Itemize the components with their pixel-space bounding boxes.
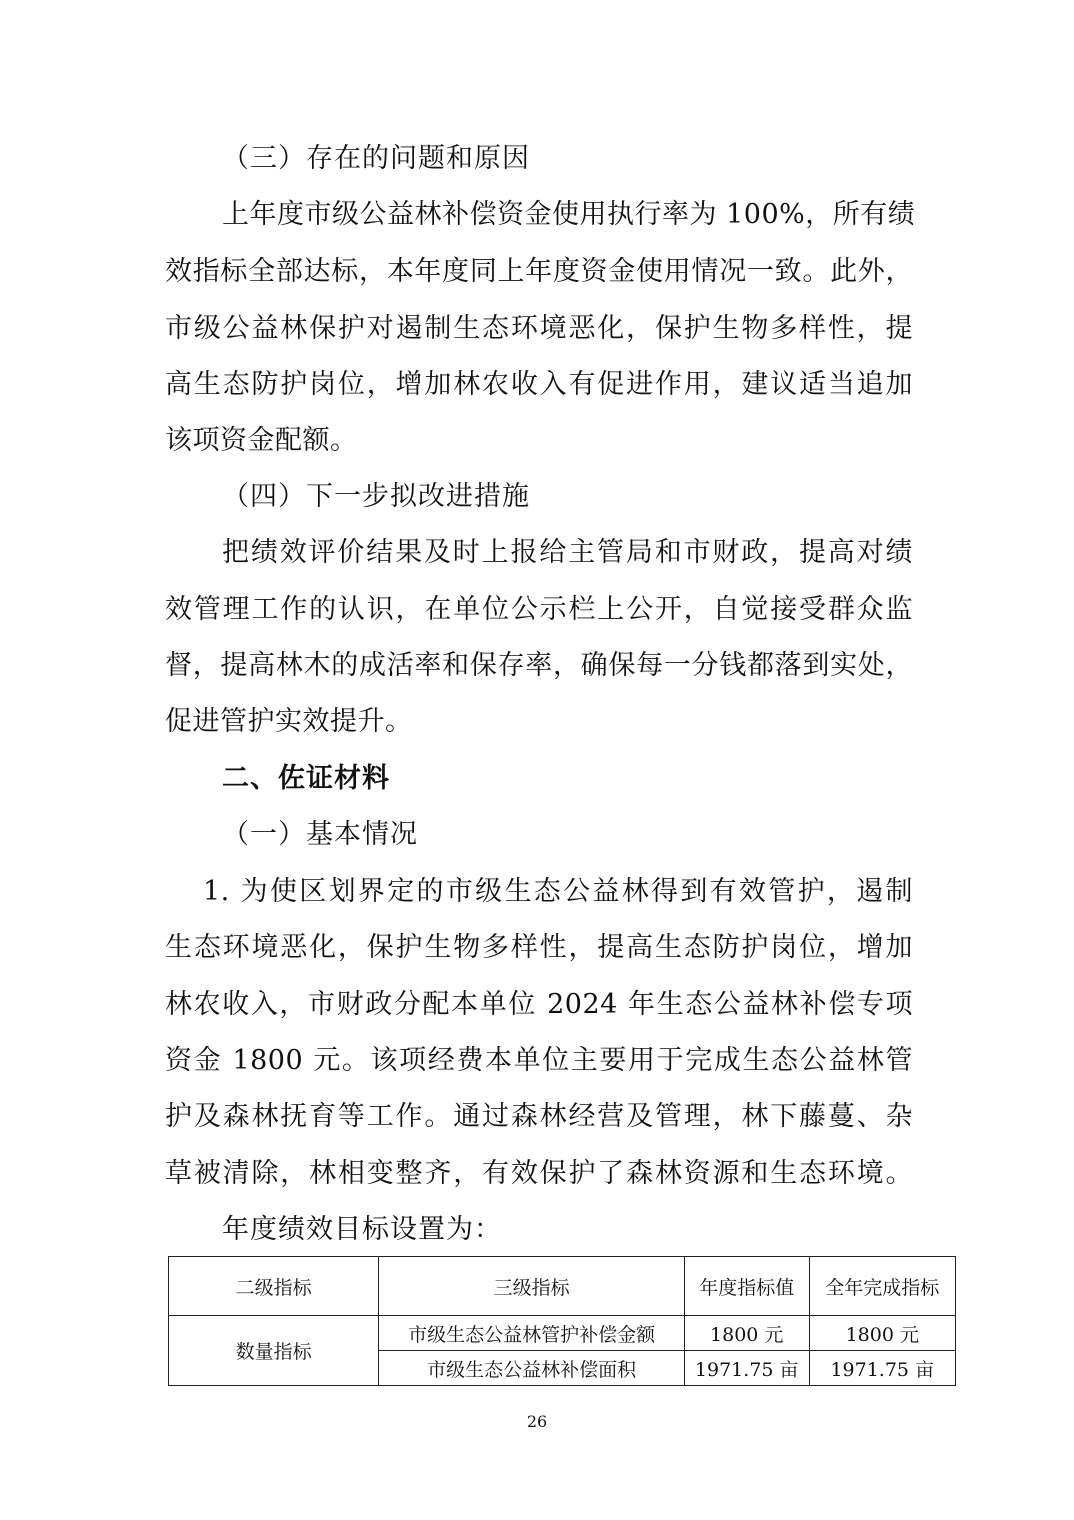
section-heading-problems: （三）存在的问题和原因 (222, 143, 530, 174)
performance-indicator-table (168, 1256, 956, 1386)
paragraph-line: 该项资金配额。 (165, 425, 358, 456)
paragraph-line: 草被清除，林相变整齐，有效保护了森林资源和生态环境。 (165, 1158, 913, 1189)
paragraph-line: 效指标全部达标，本年度同上年度资金使用情况一致。此外， (165, 256, 913, 287)
table-row (169, 1316, 956, 1351)
part-heading-evidence: 二、佐证材料 (222, 763, 390, 794)
paragraph-line: 高生态防护岗位，增加林农收入有促进作用，建议适当追加 (165, 369, 913, 400)
paragraph-line: 市级公益林保护对遏制生态环境恶化，保护生物多样性，提 (165, 313, 913, 344)
table-header-cell: 年度指标值 (684, 1257, 809, 1316)
paragraph-line: 资金 1800 元。该项经费本单位主要用于完成生态公益林管 (165, 1045, 913, 1076)
table-cell: 1800 元 (684, 1316, 809, 1351)
table-cell: 市级生态公益林补偿面积 (379, 1351, 685, 1386)
paragraph-line: 把绩效评价结果及时上报给主管局和市财政，提高对绩 (222, 537, 913, 568)
table-header-cell: 全年完成指标 (809, 1257, 955, 1316)
table-cell: 1971.75 亩 (809, 1351, 955, 1386)
table-header-row (169, 1257, 956, 1316)
section-heading-improvements: （四）下一步拟改进措施 (222, 481, 530, 512)
paragraph-line: 护及森林抚育等工作。通过森林经营及管理，林下藤蔓、杂 (165, 1101, 913, 1132)
paragraph-line: 林农收入，市财政分配本单位 2024 年生态公益林补偿专项 (165, 989, 913, 1020)
paragraph-line: 促进管护实效提升。 (165, 706, 413, 737)
table-cell: 市级生态公益林管护补偿金额 (379, 1316, 685, 1351)
paragraph-line: 上年度市级公益林补偿资金使用执行率为 100%，所有绩 (222, 199, 916, 230)
paragraph-line: 督，提高林木的成活率和保存率，确保每一分钱都落到实处， (165, 650, 913, 681)
page-number: 26 (526, 1412, 548, 1431)
target-intro: 年度绩效目标设置为： (222, 1214, 502, 1245)
table-group-cell: 数量指标 (169, 1316, 379, 1386)
table-header-cell: 二级指标 (169, 1257, 379, 1316)
table-cell: 1800 元 (809, 1316, 955, 1351)
paragraph-line: 生态环境恶化，保护生物多样性，提高生态防护岗位，增加 (165, 932, 913, 963)
table-cell: 1971.75 亩 (684, 1351, 809, 1386)
section-heading-basic-info: （一）基本情况 (222, 819, 418, 850)
table-header-cell: 三级指标 (379, 1257, 685, 1316)
paragraph-line: 1. 为使区划界定的市级生态公益林得到有效管护，遏制 (203, 876, 913, 907)
paragraph-line: 效管理工作的认识，在单位公示栏上公开，自觉接受群众监 (165, 594, 913, 625)
